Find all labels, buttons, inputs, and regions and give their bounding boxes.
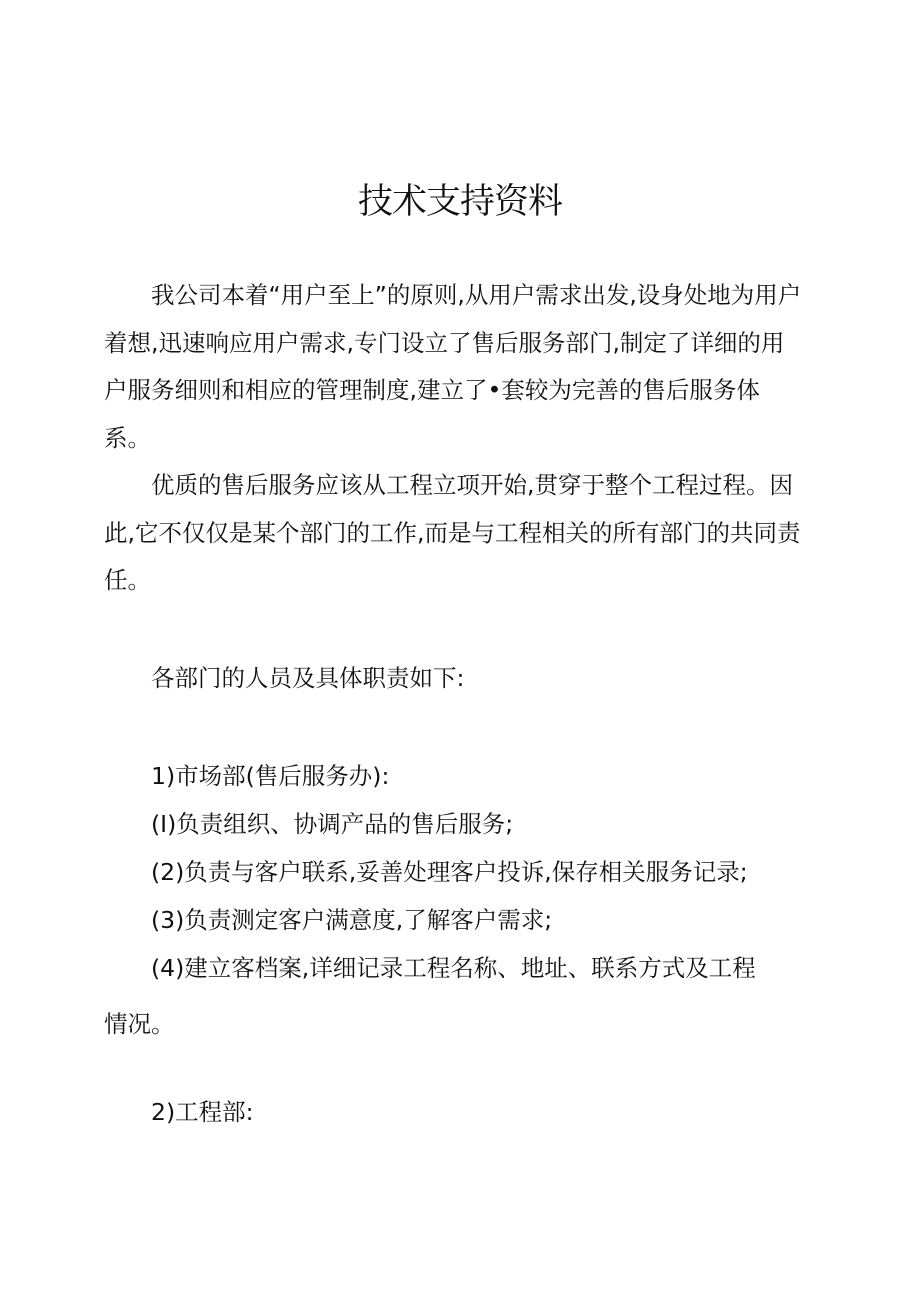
list-item: (3)负责测定客户满意度,了解客户需求; [151,906,553,934]
list-item: (2)负责与客户联系,妥善处理客户投诉,保存相关服务记录; [151,858,748,886]
departments-intro: 各部门的人员及具体职责如下: [151,664,465,692]
list-item: (I)负责组织、协调产品的售后服务; [151,810,514,838]
intro-paragraph: 我公司本着“用户至上”的原则,从用户需求出发,设身处地为用户着想,迅速响应用户需求,专门设立了售后服务部门,制定了详细的用户服务细则和相应的管理制度,建立了•套较为完善的售后服务体系。 [104,281,802,452]
document-title: 技术支持资料 [357,182,562,222]
list-item-continuation: 情况。 [104,1010,175,1038]
quality-paragraph: 优质的售后服务应该从工程立项开始,贯穿于整个工程过程。因此,它不仅仅是某个部门的工作,而是与工程相关的所有部门的共同责任。 [104,471,801,594]
list-item: (4)建立客档案,详细记录工程名称、地址、联系方式及工程 [151,954,756,982]
section-heading-market: 1)市场部(售后服务办): [151,762,390,790]
section-heading-engineering: 2)工程部: [151,1098,254,1126]
